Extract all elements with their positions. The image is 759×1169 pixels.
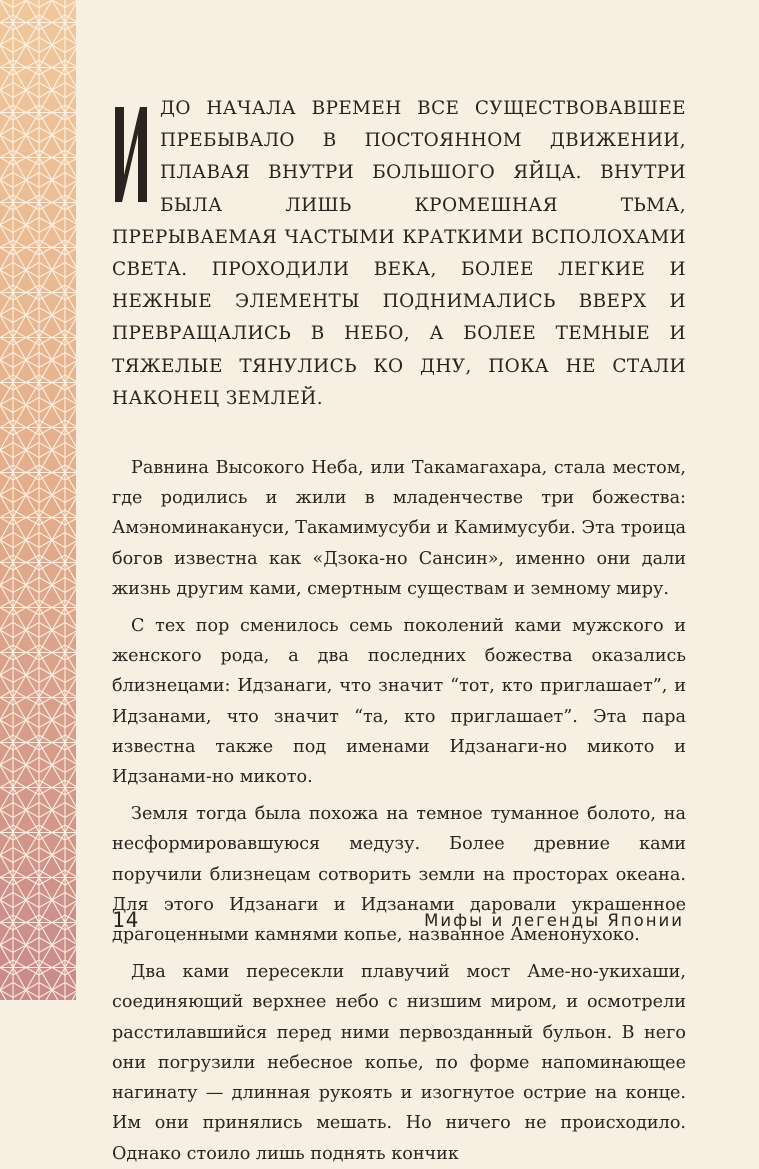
running-title: Мифы и легенды Японии (424, 911, 684, 930)
page-body (112, 93, 686, 1169)
intro-paragraph (112, 93, 686, 415)
page-footer (112, 908, 686, 940)
asanoha-pattern-icon (0, 0, 76, 1000)
paragraph: Два ками пересекли плавучий мост Аме-но-укихаши, соединяющий верхнее небо с низшим миром, и осмотрели расстилавшийся перед ними первозданный бульон. В него они погрузили небесное копье, по форме напоминающее нагинату — длинная рукоять и изогнутое острие на конце. Им они принялись мешать. Но ничего не происходило. Однако стоило лишь поднять кончик (112, 962, 686, 1164)
page-number: 14 (112, 908, 140, 932)
paragraph: Равнина Высокого Неба, или Такамагахара, стала местом, где родились и жили в младенчестве три божества: Амэноминакануси, Такамимусуби и Камимусуби. Эта троица богов известна как «Дзока-но Сансин», именно они дали жизнь другим ками, смертным существам и земному миру. (112, 458, 686, 599)
body-text (112, 453, 686, 1169)
dropcap (114, 107, 148, 202)
paragraph: Земля тогда была похожа на темное туманное болото, на несформировавшуюся медузу. Более древние ками поручили близнецам сотворить земли на просторах океана. Для этого Идзанаги и Идзанами даровали украшенное драгоценными камнями копье, названное Аменонухоко. (112, 804, 686, 946)
paragraph: С тех пор сменилось семь поколений ками мужского и женского рода, а два последних божества оказались близнецами: Идзанаги, что значит “тот, кто приглашает”, и Идзанами, что значит “та, кто приглашает”. Эта пара известна также под именами Идзанаги-но микото и Идзанами-но микото. (112, 616, 686, 788)
intro-text: ДО НАЧАЛА ВРЕМЕН ВСЕ СУЩЕСТВОВАВШЕЕ ПРЕБЫВАЛО В ПОСТОЯННОМ ДВИЖЕНИИ, ПЛАВАЯ ВНУТРИ БОЛЬШОГО ЯЙЦА. ВНУТРИ БЫЛА ЛИШЬ КРОМЕШНАЯ ТЬМА, ПРЕРЫВАЕМАЯ ЧАСТЫМИ КРАТКИМИ ВСПОЛОХАМИ СВЕТА. ПРОХОДИЛИ ВЕКА, БОЛЕЕ ЛЕГКИЕ И НЕЖНЫЕ ЭЛЕМЕНТЫ ПОДНИМАЛИСЬ ВВЕРХ И ПРЕВРАЩАЛИСЬ В НЕБО, А БОЛЕЕ ТЕМНЫЕ И ТЯЖЕЛЫЕ ТЯНУЛИСЬ КО ДНУ, ПОКА НЕ СТАЛИ НАКОНЕЦ ЗЕМЛЕЙ. (112, 98, 686, 409)
